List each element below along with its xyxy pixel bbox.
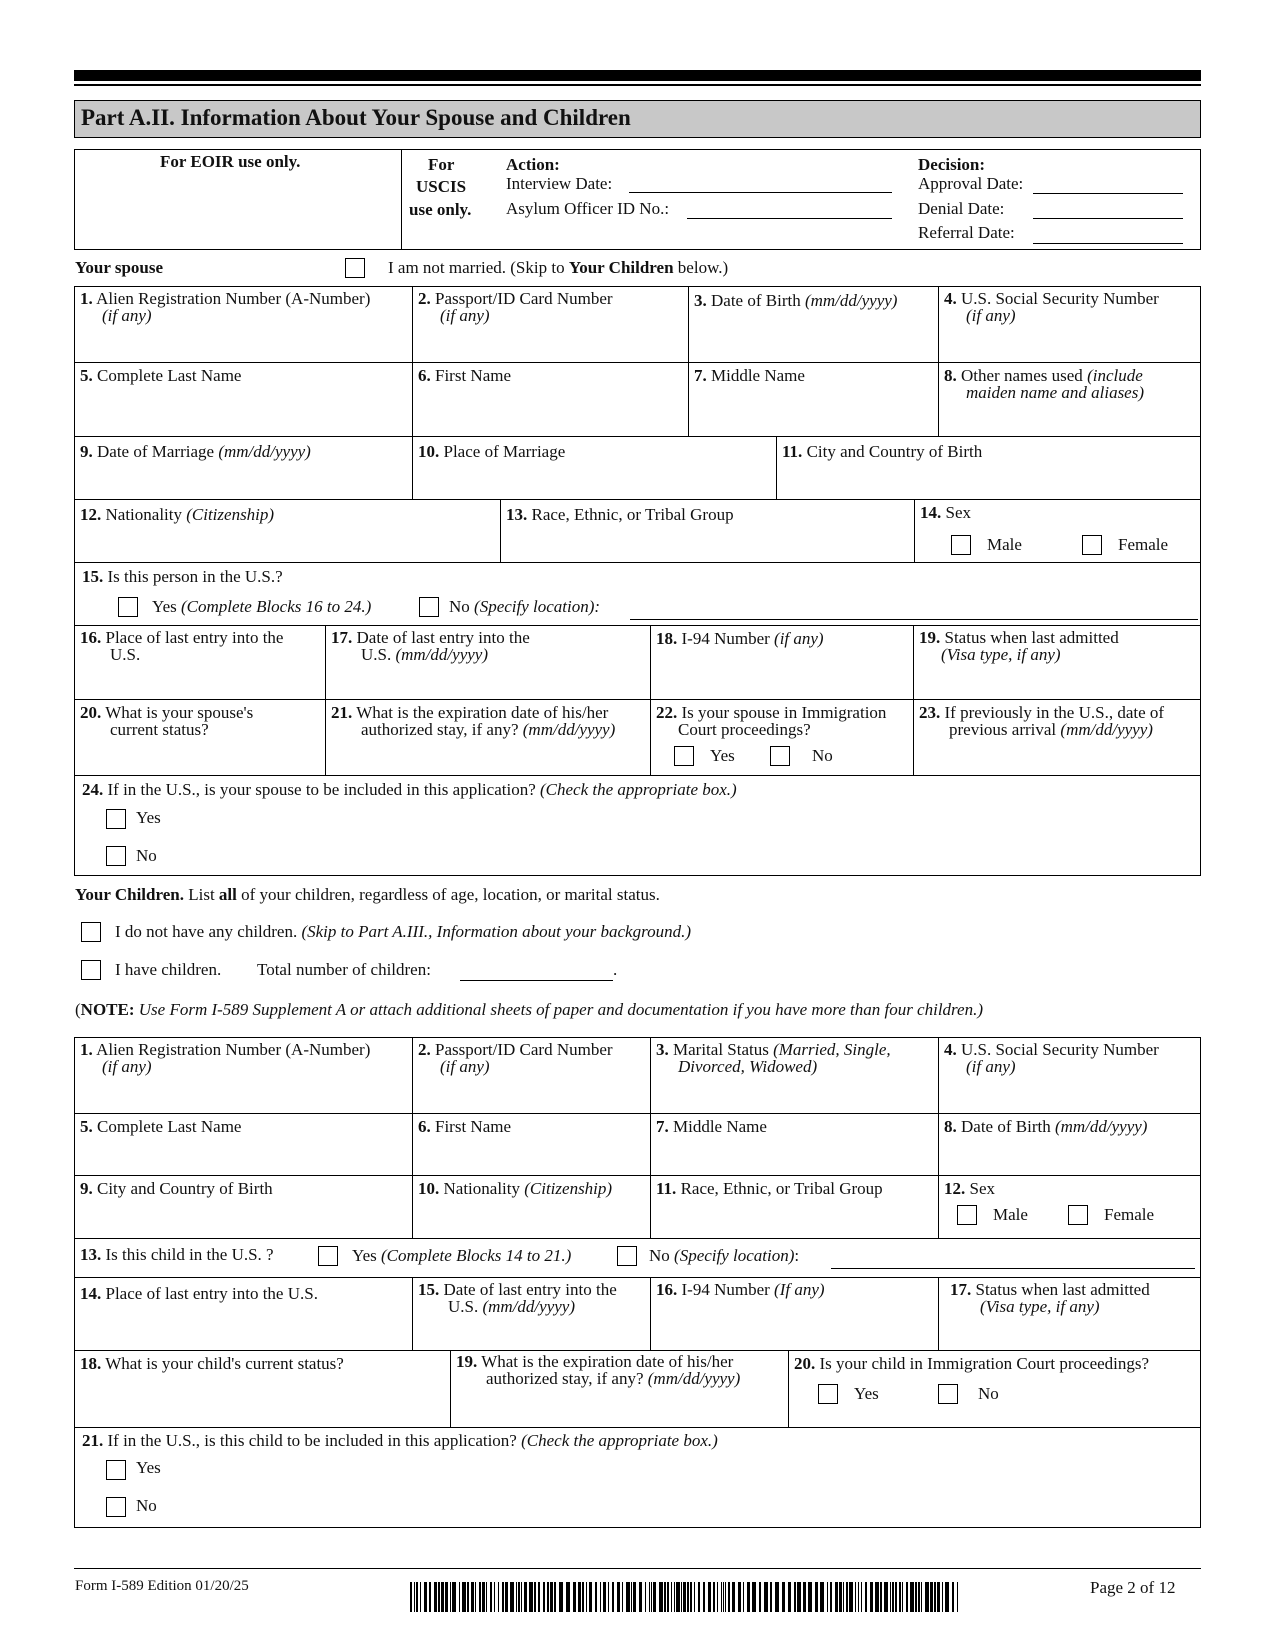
- child-marital-status[interactable]: 3. Marital Status (Married, Single, Divorced, Widowed): [656, 1040, 891, 1076]
- row-line: [74, 625, 1201, 626]
- spouse-in-us-label: 15. Is this person in the U.S.?: [82, 567, 283, 586]
- have-children-checkbox[interactable]: [81, 960, 101, 980]
- col-line: [938, 1277, 939, 1350]
- child-in-us-yes-checkbox[interactable]: [318, 1246, 338, 1266]
- total-children-period: .: [613, 960, 618, 979]
- divider: [401, 149, 402, 250]
- child-included-no-checkbox[interactable]: [106, 1497, 126, 1517]
- referral-date-label: Referral Date:: [918, 223, 1015, 242]
- spouse-in-us-yes-checkbox[interactable]: [118, 597, 138, 617]
- spouse-other-names[interactable]: 8. Other names used (include maiden name and aliases): [944, 366, 1145, 402]
- spouse-court-yes-checkbox[interactable]: [674, 746, 694, 766]
- child-nationality[interactable]: 10. Nationality (Citizenship): [418, 1179, 613, 1198]
- row-line: [74, 1175, 1201, 1176]
- child-male-label: Male: [993, 1205, 1028, 1224]
- spouse-in-us-no: No (Specify location):: [449, 597, 601, 616]
- spouse-female-label: Female: [1118, 535, 1169, 554]
- spouse-entry-place[interactable]: 16. Place of last entry into the U.S.: [80, 628, 284, 664]
- spouse-included-yes-checkbox[interactable]: [106, 809, 126, 829]
- row-line: [74, 436, 1201, 437]
- child-race[interactable]: 11. Race, Ethnic, or Tribal Group: [656, 1179, 883, 1198]
- spouse-a-number[interactable]: 1. Alien Registration Number (A-Number) (if any): [80, 289, 371, 325]
- not-married-checkbox[interactable]: [345, 258, 365, 278]
- no-children-text: I do not have any children. (Skip to Part A.III., Information about your background.): [115, 922, 691, 941]
- child-female-checkbox[interactable]: [1068, 1205, 1088, 1225]
- child-female-label: Female: [1104, 1205, 1155, 1224]
- child-court-no: No: [978, 1384, 999, 1403]
- child-included-no: No: [136, 1496, 157, 1515]
- child-current-status[interactable]: 18. What is your child's current status?: [80, 1354, 344, 1373]
- asylum-officer-line[interactable]: [687, 218, 892, 219]
- child-expiration[interactable]: 19. What is the expiration date of his/her authorized stay, if any? (mm/dd/yyyy): [456, 1352, 741, 1388]
- approval-date-line[interactable]: [1033, 193, 1183, 194]
- spouse-status-admitted[interactable]: 19. Status when last admitted (Visa type, if any): [919, 628, 1119, 664]
- child-court-no-checkbox[interactable]: [938, 1384, 958, 1404]
- spouse-in-us-no-checkbox[interactable]: [419, 597, 439, 617]
- spouse-section-label: Your spouse: [75, 258, 164, 277]
- denial-date-label: Denial Date:: [918, 199, 1005, 218]
- row-line: [74, 1238, 1201, 1239]
- child-in-us-no-checkbox[interactable]: [617, 1246, 637, 1266]
- action-label: Action:: [506, 155, 560, 174]
- spouse-last-name[interactable]: 5. Complete Last Name: [80, 366, 242, 385]
- approval-date-label: Approval Date:: [918, 174, 1024, 193]
- child-in-us-no: No (Specify location):: [649, 1246, 800, 1265]
- child-entry-date[interactable]: 15. Date of last entry into the U.S. (mm/dd/yyyy): [418, 1280, 617, 1316]
- interview-date-label: Interview Date:: [506, 174, 613, 193]
- spouse-male-checkbox[interactable]: [951, 535, 971, 555]
- child-middle-name[interactable]: 7. Middle Name: [656, 1117, 767, 1136]
- spouse-first-name[interactable]: 6. First Name: [418, 366, 512, 385]
- child-location-line[interactable]: [831, 1268, 1195, 1269]
- top-rule: [74, 70, 1201, 81]
- uscis-label-1: For: [428, 155, 455, 174]
- spouse-nationality[interactable]: 12. Nationality (Citizenship): [80, 505, 275, 524]
- spouse-court-yes: Yes: [710, 746, 735, 765]
- interview-date-line[interactable]: [629, 192, 892, 193]
- spouse-marriage-place[interactable]: 10. Place of Marriage: [418, 442, 566, 461]
- spouse-court-no-checkbox[interactable]: [770, 746, 790, 766]
- child-in-us-yes: Yes (Complete Blocks 14 to 21.): [352, 1246, 572, 1265]
- total-children-label: Total number of children:: [257, 960, 431, 979]
- child-court-label: 20. Is your child in Immigration Court proceedings?: [794, 1354, 1150, 1373]
- row-line: [74, 1277, 1201, 1278]
- spouse-race[interactable]: 13. Race, Ethnic, or Tribal Group: [506, 505, 734, 524]
- denial-date-line[interactable]: [1033, 218, 1183, 219]
- child-court-yes-checkbox[interactable]: [818, 1384, 838, 1404]
- child-included-label: 21. If in the U.S., is this child to be included in this application? (Check the appropriate box.): [82, 1431, 718, 1450]
- child-court-yes: Yes: [854, 1384, 879, 1403]
- barcode-image: [410, 1582, 958, 1612]
- footer-rule: [74, 1568, 1201, 1569]
- spouse-passport[interactable]: 2. Passport/ID Card Number (if any): [418, 289, 613, 325]
- form-edition: Form I-589 Edition 01/20/25: [75, 1578, 249, 1594]
- child-in-us-label: 13. Is this child in the U.S. ?: [80, 1245, 274, 1264]
- spouse-female-checkbox[interactable]: [1082, 535, 1102, 555]
- barcode-bars: [410, 1582, 958, 1612]
- child-included-yes: Yes: [136, 1458, 161, 1477]
- referral-date-line[interactable]: [1033, 243, 1183, 244]
- part-header: [74, 100, 1201, 138]
- child-first-name[interactable]: 6. First Name: [418, 1117, 512, 1136]
- child-dob[interactable]: 8. Date of Birth (mm/dd/yyyy): [944, 1117, 1148, 1136]
- row-line: [74, 699, 1201, 700]
- child-entry-place[interactable]: 14. Place of last entry into the U.S.: [80, 1284, 318, 1303]
- spouse-court-label: 22. Is your spouse in Immigration Court proceedings?: [656, 703, 887, 739]
- child-a-number[interactable]: 1. Alien Registration Number (A-Number) (if any): [80, 1040, 371, 1076]
- have-children-text: I have children.: [115, 960, 222, 979]
- spouse-middle-name[interactable]: 7. Middle Name: [694, 366, 805, 385]
- spouse-ssn[interactable]: 4. U.S. Social Security Number (if any): [944, 289, 1159, 325]
- child-passport[interactable]: 2. Passport/ID Card Number (if any): [418, 1040, 613, 1076]
- spouse-location-line[interactable]: [630, 619, 1198, 620]
- child-last-name[interactable]: 5. Complete Last Name: [80, 1117, 242, 1136]
- child-status-admitted[interactable]: 17. Status when last admitted (Visa type, if any): [950, 1280, 1150, 1316]
- spouse-dob[interactable]: 3. Date of Birth (mm/dd/yyyy): [694, 291, 898, 310]
- child-male-checkbox[interactable]: [957, 1205, 977, 1225]
- uscis-label-3: use only.: [409, 200, 472, 219]
- spouse-sex-label: 14. Sex: [920, 503, 971, 522]
- child-sex-label: 12. Sex: [944, 1179, 995, 1198]
- spouse-included-yes: Yes: [136, 808, 161, 827]
- not-married-text: I am not married. (Skip to Your Children below.): [388, 258, 729, 277]
- no-children-checkbox[interactable]: [81, 922, 101, 942]
- child-birth-place[interactable]: 9. City and Country of Birth: [80, 1179, 273, 1198]
- child-ssn[interactable]: 4. U.S. Social Security Number (if any): [944, 1040, 1159, 1076]
- row-line: [74, 562, 1201, 563]
- row-line: [74, 362, 1201, 363]
- spouse-included-no-checkbox[interactable]: [106, 846, 126, 866]
- total-children-line[interactable]: [460, 980, 613, 981]
- note-text: (NOTE: Use Form I-589 Supplement A or attach additional sheets of paper and documentation if you have more than four children.): [75, 1000, 983, 1019]
- spouse-court-no: No: [812, 746, 833, 765]
- top-thin-rule: [74, 84, 1201, 86]
- part-title: Part A.II. Information About Your Spouse and Children: [81, 105, 631, 130]
- asylum-officer-label: Asylum Officer ID No.:: [506, 199, 670, 218]
- spouse-in-us-yes: Yes (Complete Blocks 16 to 24.): [152, 597, 372, 616]
- spouse-marriage-date[interactable]: 9. Date of Marriage (mm/dd/yyyy): [80, 442, 311, 461]
- row-line: [74, 499, 1201, 500]
- spouse-included-label: 24. If in the U.S., is your spouse to be included in this application? (Check the appropriate box.): [82, 780, 737, 799]
- spouse-expiration[interactable]: 21. What is the expiration date of his/her authorized stay, if any? (mm/dd/yyyy): [331, 703, 616, 739]
- uscis-label-2: USCIS: [416, 177, 467, 196]
- row-line: [74, 1427, 1201, 1428]
- child-included-yes-checkbox[interactable]: [106, 1460, 126, 1480]
- eoir-label: For EOIR use only.: [160, 152, 301, 171]
- spouse-i94[interactable]: 18. I-94 Number (if any): [656, 629, 824, 648]
- spouse-current-status[interactable]: 20. What is your spouse's current status?: [80, 703, 254, 739]
- page-number: Page 2 of 12: [1090, 1578, 1176, 1597]
- spouse-male-label: Male: [987, 535, 1022, 554]
- spouse-previous-arrival[interactable]: 23. If previously in the U.S., date of previous arrival (mm/dd/yyyy): [919, 703, 1165, 739]
- child-i94[interactable]: 16. I-94 Number (If any): [656, 1280, 825, 1299]
- decision-label: Decision:: [918, 155, 986, 174]
- row-line: [74, 775, 1201, 776]
- children-intro: Your Children. List all of your children, regardless of age, location, or marital status.: [75, 885, 660, 904]
- spouse-included-no: No: [136, 846, 157, 865]
- spouse-entry-date[interactable]: 17. Date of last entry into the U.S. (mm/dd/yyyy): [331, 628, 530, 664]
- spouse-birth-place[interactable]: 11. City and Country of Birth: [782, 442, 983, 461]
- row-line: [74, 1113, 1201, 1114]
